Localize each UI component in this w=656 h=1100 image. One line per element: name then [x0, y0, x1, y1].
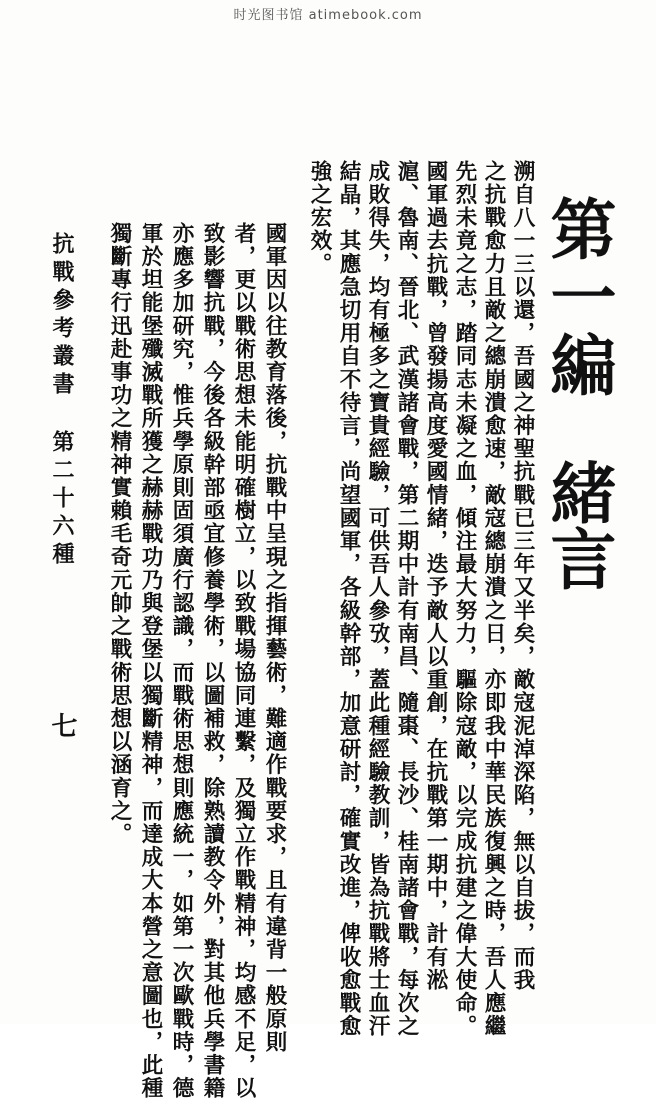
chapter-number: 第一編: [539, 195, 617, 399]
text-column: 國軍因以往教育落後，抗戰中呈現之指揮藝術，難適作戰要求，且有違背一般原則: [262, 222, 287, 1054]
text-column: 獨斷專行迅赴事功之精神實賴毛奇元帥之戰術思想以涵育之。: [107, 222, 132, 846]
text-column: 強之宏效。: [307, 160, 332, 276]
text-column: 者，更以戰術思想未能明確樹立，以致戰場協同連繫，及獨立作戰精神，均感不足，以: [231, 222, 256, 1100]
volume-number: 第二十六種: [49, 430, 75, 570]
text-column: 溯自八一三以還，吾國之神聖抗戰已三年又半矣，敵寇泥淖深陷，無以自拔，而我: [510, 160, 535, 992]
text-column: 先烈未竟之志，踏同志未凝之血，傾注最大努力，驅除寇敵，以完成抗建之偉大使命。: [452, 160, 477, 1038]
chapter-heading: [539, 195, 617, 591]
text-column: 國軍過去抗戰，曾發揚高度愛國情緒，迭予敵人以重創，在抗戰第一期中，計有淞: [423, 160, 448, 992]
chapter-title: 緒言: [539, 459, 617, 591]
text-column: 亦應多加研究，惟兵學原則固須廣行認識，而戰術思想則應統一，如第一次歐戰時，德: [169, 222, 194, 1100]
site-watermark: 时光图书馆 atimebook.com: [233, 8, 423, 23]
page-number: 七: [47, 712, 77, 738]
text-column: 滬、魯南、晉北、武漢諸會戰，第二期中計有南昌、隨棗、長沙、桂南諸會戰，每次之: [394, 160, 419, 1038]
text-column: 之抗戰愈力且敵之總崩潰愈速，敵寇總崩潰之日，亦即我中華民族復興之時，吾人應繼: [481, 160, 506, 1038]
text-column: 成敗得失，均有極多之寶貴經驗，可供吾人參攷，蓋此種經驗教訓，皆為抗戰將士血汗: [365, 160, 390, 1038]
running-header: [50, 232, 74, 570]
text-column: 致影響抗戰，今後各級幹部亟宜修養學術，以圖補救，除熟讀教令外，對其他兵學書籍: [200, 222, 225, 1100]
text-column: 結晶，其應急切用自不待言，尚望國軍，各級幹部，加意研討，確實改進，俾收愈戰愈: [336, 160, 361, 1038]
series-title: 抗戰參考叢書: [49, 232, 75, 400]
text-column: 軍於坦能堡殲滅戰所獲之赫赫戰功乃與登堡以獨斷精神，而達成大本營之意圖也，此種: [138, 222, 163, 1100]
